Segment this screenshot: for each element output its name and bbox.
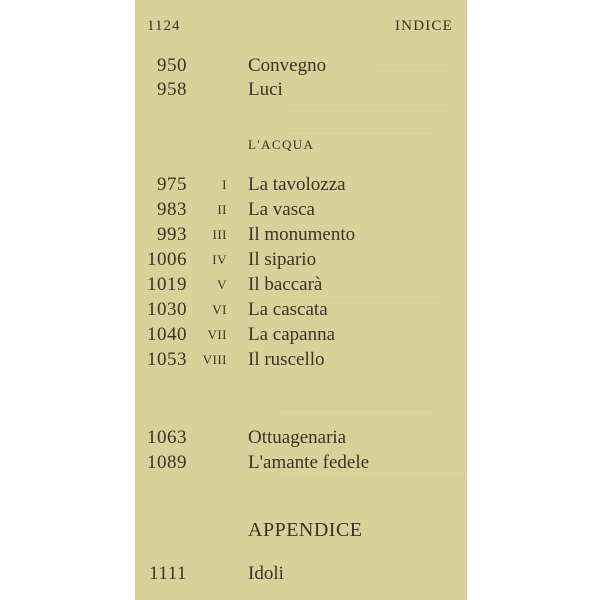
entry-page: 1063 — [147, 427, 187, 448]
entry-roman-numeral: VI — [212, 302, 227, 317]
entry-title: Il ruscello — [248, 349, 325, 370]
entry-roman-numeral: IV — [212, 252, 227, 267]
toc-entry — [135, 451, 467, 475]
bleed-through-mark — [285, 130, 435, 131]
toc-entry — [135, 273, 467, 297]
toc-entry — [135, 298, 467, 322]
entry-title: La tavolozza — [248, 174, 346, 195]
entry-roman-numeral: VII — [207, 327, 227, 342]
entry-page: 1006 — [147, 249, 187, 270]
entry-title: Ottuagenaria — [248, 427, 347, 448]
entry-roman-numeral: II — [217, 202, 227, 217]
entry-title: La capanna — [248, 324, 336, 345]
entry-title: La vasca — [248, 199, 315, 220]
toc-entry — [135, 323, 467, 347]
entry-roman-numeral: V — [217, 277, 227, 292]
toc-entry — [135, 78, 467, 102]
entry-title: Luci — [248, 79, 283, 100]
entry-page: 1053 — [147, 349, 187, 370]
entry-page: 1089 — [147, 452, 187, 473]
entry-page: 1030 — [147, 299, 187, 320]
toc-entry — [135, 348, 467, 372]
entry-title: Il sipario — [248, 249, 317, 270]
entry-title: La cascata — [248, 299, 328, 320]
entry-roman-numeral: I — [222, 177, 227, 192]
bleed-through-mark — [275, 408, 435, 409]
bleed-through-mark — [285, 108, 455, 109]
book-page — [135, 0, 467, 600]
toc-entry — [135, 198, 467, 222]
running-title: INDICE — [394, 18, 453, 34]
toc-entry — [135, 248, 467, 272]
entry-roman-numeral: III — [212, 227, 227, 242]
entry-page: 975 — [157, 174, 187, 195]
entry-page: 950 — [157, 55, 187, 76]
bleed-through-mark — [275, 478, 465, 479]
appendix-heading: APPENDICE — [248, 519, 363, 541]
entry-page: 1111 — [149, 563, 187, 584]
entry-page: 958 — [157, 79, 187, 100]
entry-roman-numeral: VIII — [202, 352, 227, 367]
entry-page: 993 — [157, 224, 187, 245]
entry-page: 1019 — [147, 274, 187, 295]
entry-title: Idoli — [248, 563, 284, 584]
toc-entry — [135, 562, 467, 586]
toc-entry — [135, 54, 467, 78]
entry-page: 1040 — [147, 324, 187, 345]
section-heading: L'ACQUA — [248, 137, 315, 152]
entry-title: L'amante fedele — [248, 452, 370, 473]
entry-title: Il monumento — [248, 224, 356, 245]
entry-page: 983 — [157, 199, 187, 220]
entry-title: Il baccarà — [248, 274, 323, 295]
page-number: 1124 — [147, 18, 181, 34]
toc-entry — [135, 223, 467, 247]
entry-title: Convegno — [248, 55, 327, 76]
toc-entry — [135, 173, 467, 197]
toc-entry — [135, 426, 467, 450]
